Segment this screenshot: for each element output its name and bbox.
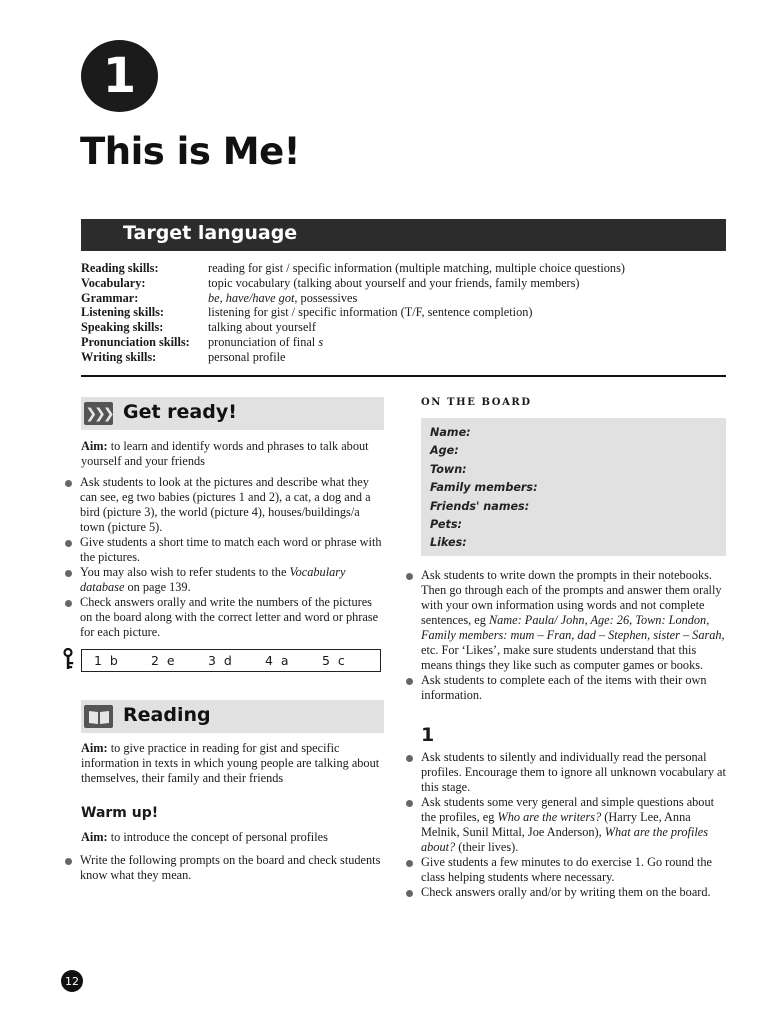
ex-text-a: Ask students some very general and simple questions about the profiles, eg xyxy=(421,795,715,824)
list-item: Check answers orally and write the numbers of the pictures on the board along with the correct letter and word or phrase for each picture. xyxy=(66,595,382,640)
skill-value: listening for gist / specific information (T/F, sentence completion) xyxy=(208,305,533,320)
list-item: Ask students to complete each of the items with their own information. xyxy=(407,673,727,703)
target-language-title: Target language xyxy=(123,222,298,244)
page-number: 12 xyxy=(61,970,83,992)
target-language-bar xyxy=(81,219,726,251)
get-ready-title: Get ready! xyxy=(123,401,237,423)
pronunciation-italic: s xyxy=(318,334,324,349)
board-prompts xyxy=(430,424,538,553)
list-item: Check answers orally and/or by writing them on the board. xyxy=(407,885,727,900)
instr-b: etc. For ‘Likes’, make sure students understand that this means things they like such as computer games or books. xyxy=(421,643,704,672)
board-prompt: Friends' names: xyxy=(430,499,530,513)
aim-text: to learn and identify words and phrases to talk about yourself and your friends xyxy=(81,439,369,468)
answer-item: 2 e xyxy=(151,653,177,668)
aim-label: Aim: xyxy=(81,439,108,453)
warm-up-aim xyxy=(81,830,381,845)
fast-forward-icon: ❯❯❯ xyxy=(84,402,113,425)
skill-row-grammar xyxy=(81,291,728,306)
warm-up-title: Warm up! xyxy=(81,805,159,821)
on-the-board-box xyxy=(421,418,726,556)
aim-label: Aim: xyxy=(81,741,108,755)
on-the-board-label: ON THE BOARD xyxy=(421,397,532,408)
vocab-text-b: on page 139. xyxy=(124,580,191,594)
answer-item: 1 b xyxy=(94,653,120,668)
instr-a: Ask students to write down the prompts in their notebooks. Then go through each of the prompts and answer them orally with your own information using words and not complete sentences, eg xyxy=(421,568,722,627)
skill-label: Writing skills: xyxy=(81,349,157,364)
skill-label: Vocabulary: xyxy=(81,275,146,290)
pronunciation-text: pronunciation of final xyxy=(208,334,319,349)
grammar-italic: be, have/have got xyxy=(208,290,295,305)
board-instructions xyxy=(407,568,727,703)
answer-item: 5 c xyxy=(322,653,347,668)
list-item xyxy=(407,568,727,673)
ex-text-c: (their lives). xyxy=(455,840,519,854)
skill-row-writing xyxy=(81,350,728,365)
skill-value: reading for gist / specific information (multiple matching, multiple choice questions) xyxy=(208,261,625,275)
board-prompt: Town: xyxy=(430,462,467,476)
list-item: Ask students to look at the pictures and describe what they can see, eg two babies (pictures 1 and 2), a cat, a dog and a bird (picture 3), the world (picture 4), houses/buildings/a town (picture 5). xyxy=(66,475,382,535)
exercise-1-bullets xyxy=(407,750,727,900)
list-item: Ask students to silently and individually read the personal profiles. Encourage them to ignore all unknown vocabulary at this stage. xyxy=(407,750,727,795)
section-divider xyxy=(81,375,726,377)
vocab-database-ref: Vocabulary database xyxy=(80,565,346,594)
aim-label: Aim: xyxy=(81,830,108,844)
skill-value xyxy=(208,335,728,350)
list-item: Give students a few minutes to do exercise 1. Go round the class helping students where necessary. xyxy=(407,855,727,885)
get-ready-header xyxy=(81,397,384,430)
skill-value: personal profile xyxy=(208,349,286,364)
skill-label: Listening skills: xyxy=(81,305,165,320)
reading-header xyxy=(81,700,384,733)
exercise-number: 1 xyxy=(421,724,435,746)
board-prompt: Likes: xyxy=(430,536,467,550)
list-item: Give students a short time to match each word or phrase with the pictures. xyxy=(66,535,382,565)
ex-question-1: Who are the writers? xyxy=(497,810,602,824)
ex-question-2: What are the profiles about? xyxy=(421,825,709,854)
open-book-icon xyxy=(84,705,113,728)
board-prompt: Age: xyxy=(430,444,459,458)
skill-row-pronunciation xyxy=(81,335,728,350)
answer-key-box xyxy=(81,649,381,672)
aim-text: to give practice in reading for gist and specific information in texts in which young people are talking about themselves, their family and their friends xyxy=(81,741,380,785)
board-prompt: Family members: xyxy=(430,481,538,495)
reading-title: Reading xyxy=(123,704,211,726)
answer-item: 3 d xyxy=(208,653,234,668)
aim-text: to introduce the concept of personal profiles xyxy=(107,830,328,844)
get-ready-aim xyxy=(81,439,381,469)
list-item xyxy=(66,565,382,595)
vocab-text-a: You may also wish to refer students to the xyxy=(80,565,290,579)
board-prompt: Name: xyxy=(430,426,471,439)
skill-row-reading xyxy=(81,261,728,276)
list-item xyxy=(407,795,727,855)
skill-row-speaking xyxy=(81,320,728,335)
answer-item: 4 a xyxy=(265,653,291,668)
list-item: Write the following prompts on the board and check students know what they mean. xyxy=(66,853,382,883)
skills-table xyxy=(81,261,728,365)
skill-row-listening xyxy=(81,305,728,320)
unit-title: This is Me! xyxy=(80,130,301,173)
skill-label: Speaking skills: xyxy=(81,320,164,335)
skill-label: Reading skills: xyxy=(81,261,159,275)
reading-aim xyxy=(81,741,381,786)
skill-value xyxy=(208,291,728,306)
board-prompt: Pets: xyxy=(430,518,462,532)
key-icon xyxy=(60,648,76,670)
warm-up-bullets xyxy=(66,853,382,883)
skill-value: talking about yourself xyxy=(208,320,316,335)
instr-example: Name: Paula/ John, Age: 26, Town: London, Family members: mum – Fran, dad – Stephen, sister – Sarah, xyxy=(421,613,725,642)
ex-text-b: (Harry Lee, Anna Melnik, Sunil Mittal, Joe Anderson), xyxy=(421,810,691,839)
grammar-rest: , possessives xyxy=(294,290,358,305)
skill-label: Pronunciation skills: xyxy=(81,334,190,349)
skill-value: topic vocabulary (talking about yourself and your friends, family members) xyxy=(208,275,580,290)
skill-label: Grammar: xyxy=(81,290,139,305)
skill-row-vocabulary xyxy=(81,276,728,291)
get-ready-bullets xyxy=(66,475,382,640)
chapter-number-badge: 1 xyxy=(81,40,158,112)
